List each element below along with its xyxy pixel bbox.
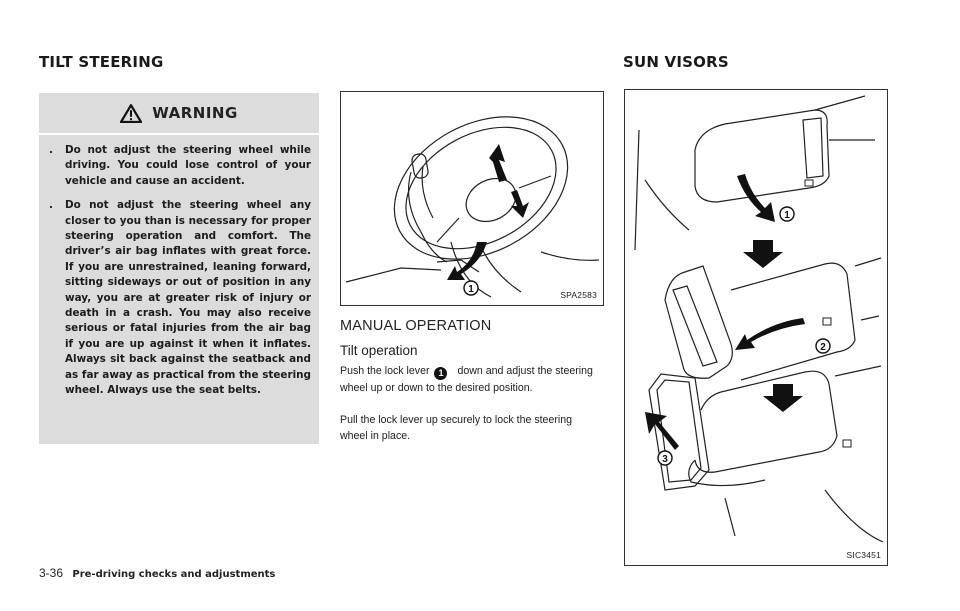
figure-code: SPA2583 [560,290,597,300]
page-footer [39,566,275,580]
figure-code: SIC3451 [846,550,881,560]
sun-visor-drawing [625,90,887,565]
callout-3-label: 3 [662,454,668,465]
warning-title: WARNING [152,104,238,122]
sun-visor-illustration [624,89,888,566]
warning-item-text: Do not adjust the steering wheel any closer to you than is necessary for proper steering operation and comfort. The driver’s air bag inflates with great force. If you are unrestrained, leaning forward, sitting sideways or out of position in any way, you are at greater risk of injury or death in a crash. You may also receive serious or fatal injuries from the air bag if you are up against it when it inflates. Always sit back against the seatback and as far away as practical from the steering wheel. Always use the seat belts. [65,199,311,397]
bullet: . [49,144,53,156]
callout-1-label: 1 [468,284,474,295]
steering-wheel-drawing [341,92,603,305]
warning-item-text: Do not adjust the steering wheel while driving. You could lose control of your vehicle and cause an accident. [65,144,311,187]
p1-text-start: Push the lock lever [340,365,430,377]
warning-item [49,143,311,189]
tilt-paragraph-2: Pull the lock lever up securely to lock the steering wheel in place. [340,414,573,442]
warning-header [39,93,319,135]
page-number: 3-36 [39,566,64,580]
steering-tilt-illustration [340,91,604,306]
callout-1-inline-icon: 1 [434,367,447,380]
p1-text-end: down and adjust the steering wheel up or down to the desired position. [340,365,593,394]
warning-item [49,198,311,398]
tilt-steering-heading: TILT STEERING [39,53,164,71]
tilt-operation-subheading: Tilt operation [340,343,418,358]
callout-1-label: 1 [784,210,790,221]
callout-2-label: 2 [820,342,826,353]
tilt-paragraph-1 [340,363,602,396]
warning-list [49,143,311,408]
bullet: . [49,199,53,212]
chapter-title: Pre-driving checks and adjustments [72,569,276,580]
warning-triangle-icon [120,104,142,123]
manual-operation-heading: MANUAL OPERATION [340,318,492,334]
sun-visors-heading: SUN VISORS [623,53,729,71]
warning-box [39,93,319,444]
